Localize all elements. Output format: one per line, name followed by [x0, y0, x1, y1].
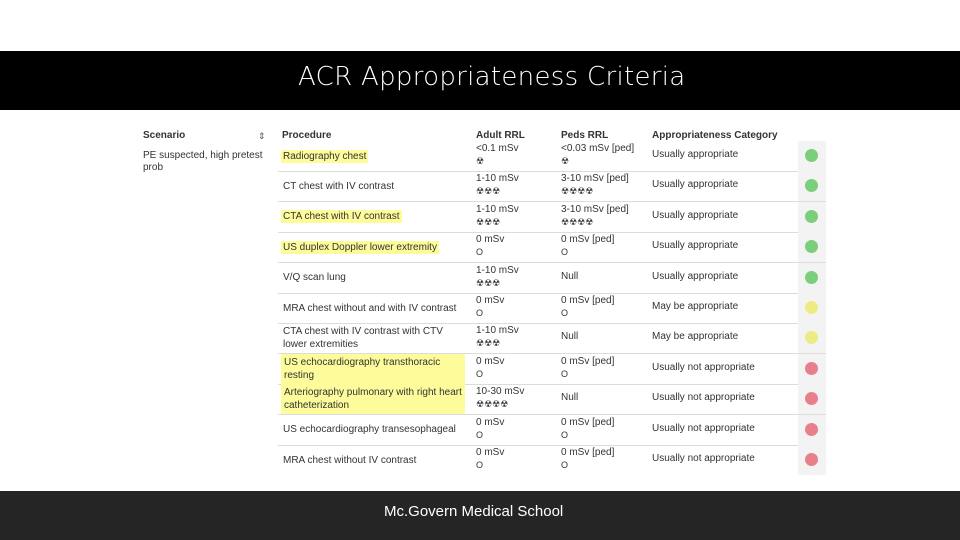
- category-cell: Usually not appropriate: [652, 453, 755, 464]
- table-row[interactable]: [278, 384, 826, 415]
- adult-rrl-cell: [476, 233, 504, 259]
- table-row[interactable]: [278, 354, 826, 385]
- procedure-label: Radiography chest: [283, 150, 367, 162]
- adult-rrl-cell: [476, 416, 504, 442]
- appropriateness-indicator-dot: [805, 240, 818, 253]
- procedure-label: V/Q scan lung: [283, 272, 346, 284]
- peds-rrl-cell: Null: [561, 270, 579, 282]
- radiation-level-icon: ☢☢☢: [476, 338, 501, 349]
- adult-rrl-cell-dose: 0 mSv: [476, 416, 505, 428]
- procedure-cell: [281, 323, 463, 353]
- header-scenario[interactable]: Scenario: [143, 130, 186, 141]
- indicator-cell: [798, 232, 826, 262]
- adult-rrl-cell: [476, 385, 524, 411]
- adult-rrl-cell-dose: 0 mSv: [476, 355, 505, 367]
- peds-rrl-cell: [561, 355, 614, 381]
- indicator-cell: [798, 384, 826, 414]
- header-category[interactable]: Appropriateness Category: [652, 130, 778, 141]
- category-cell: Usually not appropriate: [652, 422, 755, 434]
- adult-rrl-cell: [476, 446, 504, 472]
- footer-text: Mc.Govern Medical School: [384, 503, 564, 520]
- appropriateness-indicator-dot: [805, 149, 818, 162]
- radiation-level-icon: O: [561, 247, 569, 258]
- peds-rrl-cell-dose: 0 mSv [ped]: [561, 355, 615, 367]
- radiation-level-icon: ☢: [561, 156, 570, 166]
- appropriateness-indicator-dot: [805, 423, 818, 436]
- appropriateness-indicator-dot: [805, 179, 818, 192]
- appropriateness-indicator-dot: [805, 301, 818, 314]
- adult-rrl-cell: [476, 355, 504, 381]
- peds-rrl-cell-dose: <0.03 mSv [ped]: [561, 143, 635, 154]
- procedure-cell: [281, 415, 458, 445]
- procedure-label: US echocardiography transthoracic resting: [281, 354, 465, 384]
- indicator-cell: [798, 263, 826, 293]
- header-peds-rrl[interactable]: Peds RRL: [561, 130, 609, 141]
- category-cell: Usually appropriate: [652, 270, 739, 282]
- adult-rrl-cell-dose: 1-10 mSv: [476, 173, 519, 185]
- radiation-level-icon: O: [476, 308, 484, 318]
- indicator-cell: [798, 323, 826, 353]
- radiation-level-icon: ☢☢☢☢: [476, 399, 509, 410]
- radiation-level-icon: O: [561, 429, 569, 440]
- adult-rrl-cell-dose: <0.1 mSv: [476, 143, 519, 154]
- header-procedure[interactable]: Procedure: [282, 130, 332, 141]
- adult-rrl-cell-dose: 10-30 mSv: [476, 386, 525, 398]
- radiation-level-icon: ☢☢☢: [476, 186, 501, 197]
- procedure-label: CTA chest with IV contrast with CTV lower extremities: [283, 326, 443, 351]
- peds-rrl-cell-dose: 0 mSv [ped]: [561, 295, 615, 306]
- table-row[interactable]: [278, 263, 826, 294]
- scenario-cell: PE suspected, high pretest prob: [143, 150, 263, 173]
- header-adult-rrl[interactable]: Adult RRL: [476, 130, 525, 141]
- indicator-cell: [798, 415, 826, 445]
- procedure-cell: [281, 293, 458, 323]
- slide-title: ACR Appropriateness Criteria: [298, 62, 686, 92]
- procedure-cell: [281, 202, 402, 232]
- peds-rrl-cell-dose: 0 mSv [ped]: [561, 234, 615, 246]
- peds-rrl-cell: Null: [561, 331, 579, 343]
- peds-rrl-cell-dose: 0 mSv [ped]: [561, 447, 615, 458]
- procedure-label: Arteriography pulmonary with right heart catheterization: [281, 384, 465, 414]
- indicator-cell: [798, 354, 826, 384]
- radiation-level-icon: O: [561, 368, 569, 379]
- adult-rrl-cell-dose: 1-10 mSv: [476, 325, 519, 337]
- procedure-cell: [281, 354, 465, 384]
- table-row[interactable]: [278, 323, 826, 354]
- adult-rrl-cell-dose: 0 mSv: [476, 295, 505, 306]
- indicator-cell: [798, 445, 826, 475]
- peds-rrl-cell: [561, 294, 614, 320]
- radiation-level-icon: O: [476, 429, 484, 440]
- radiation-level-icon: O: [476, 368, 484, 379]
- table-row[interactable]: [278, 202, 826, 233]
- procedure-cell: [281, 263, 348, 293]
- appropriateness-table: [140, 128, 828, 470]
- table-row[interactable]: [278, 232, 826, 263]
- adult-rrl-cell: [476, 294, 504, 320]
- indicator-cell: [798, 171, 826, 201]
- category-cell: Usually not appropriate: [652, 361, 755, 373]
- category-cell: May be appropriate: [652, 331, 739, 343]
- category-cell: Usually appropriate: [652, 179, 739, 191]
- table-row[interactable]: [278, 445, 826, 475]
- appropriateness-indicator-dot: [805, 392, 818, 405]
- peds-rrl-cell: [561, 203, 629, 229]
- radiation-level-icon: O: [561, 308, 569, 318]
- category-cell: Usually not appropriate: [652, 392, 755, 404]
- procedure-cell: [281, 445, 418, 475]
- indicator-cell: [798, 202, 826, 232]
- procedure-label: CTA chest with IV contrast: [283, 211, 400, 223]
- adult-rrl-cell-dose: 0 mSv: [476, 234, 505, 246]
- table-row[interactable]: [278, 415, 826, 446]
- peds-rrl-cell-dose: 0 mSv [ped]: [561, 416, 615, 428]
- procedure-cell: [281, 232, 439, 262]
- peds-rrl-cell-dose: 3-10 mSv [ped]: [561, 203, 629, 215]
- peds-rrl-cell: [561, 142, 634, 168]
- peds-rrl-cell: [561, 233, 614, 259]
- appropriateness-indicator-dot: [805, 210, 818, 223]
- table-row[interactable]: [278, 141, 826, 172]
- procedure-label: MRA chest without IV contrast: [283, 454, 417, 466]
- indicator-cell: [798, 293, 826, 323]
- radiation-level-icon: ☢☢☢: [476, 216, 501, 227]
- peds-rrl-cell: Null: [561, 392, 579, 404]
- appropriateness-indicator-dot: [805, 362, 818, 375]
- adult-rrl-cell: [476, 172, 519, 198]
- indicator-cell: [798, 141, 826, 171]
- peds-rrl-cell-dose: 3-10 mSv [ped]: [561, 173, 629, 185]
- procedure-cell: [281, 141, 368, 171]
- category-cell: May be appropriate: [652, 301, 739, 312]
- sort-icon[interactable]: ⇕: [258, 131, 266, 141]
- appropriateness-indicator-dot: [805, 271, 818, 284]
- adult-rrl-cell-dose: 0 mSv: [476, 447, 505, 458]
- adult-rrl-cell-dose: 1-10 mSv: [476, 203, 519, 215]
- peds-rrl-cell: [561, 446, 614, 472]
- radiation-level-icon: ☢☢☢☢: [561, 186, 594, 197]
- appropriateness-indicator-dot: [805, 331, 818, 344]
- radiation-level-icon: O: [561, 460, 569, 470]
- procedure-cell: [281, 171, 396, 201]
- appropriateness-indicator-dot: [805, 453, 818, 466]
- category-cell: Usually appropriate: [652, 149, 739, 160]
- adult-rrl-cell-dose: 1-10 mSv: [476, 264, 519, 276]
- procedure-cell: [281, 384, 465, 414]
- radiation-level-icon: ☢☢☢: [476, 277, 501, 288]
- table-row[interactable]: [278, 293, 826, 324]
- peds-rrl-cell: [561, 416, 614, 442]
- adult-rrl-cell: [476, 142, 519, 168]
- peds-rrl-cell: [561, 172, 629, 198]
- category-cell: Usually appropriate: [652, 240, 739, 252]
- radiation-level-icon: ☢: [476, 156, 485, 166]
- category-cell: Usually appropriate: [652, 209, 739, 221]
- procedure-label: MRA chest without and with IV contrast: [283, 302, 457, 314]
- adult-rrl-cell: [476, 264, 519, 290]
- radiation-level-icon: O: [476, 247, 484, 258]
- procedure-label: US duplex Doppler lower extremity: [283, 241, 437, 253]
- adult-rrl-cell: [476, 324, 519, 350]
- procedure-label: CT chest with IV contrast: [283, 180, 394, 192]
- table-row[interactable]: [278, 171, 826, 202]
- radiation-level-icon: O: [476, 460, 484, 470]
- adult-rrl-cell: [476, 203, 519, 229]
- procedure-label: US echocardiography transesophageal: [283, 424, 456, 436]
- radiation-level-icon: ☢☢☢☢: [561, 216, 594, 227]
